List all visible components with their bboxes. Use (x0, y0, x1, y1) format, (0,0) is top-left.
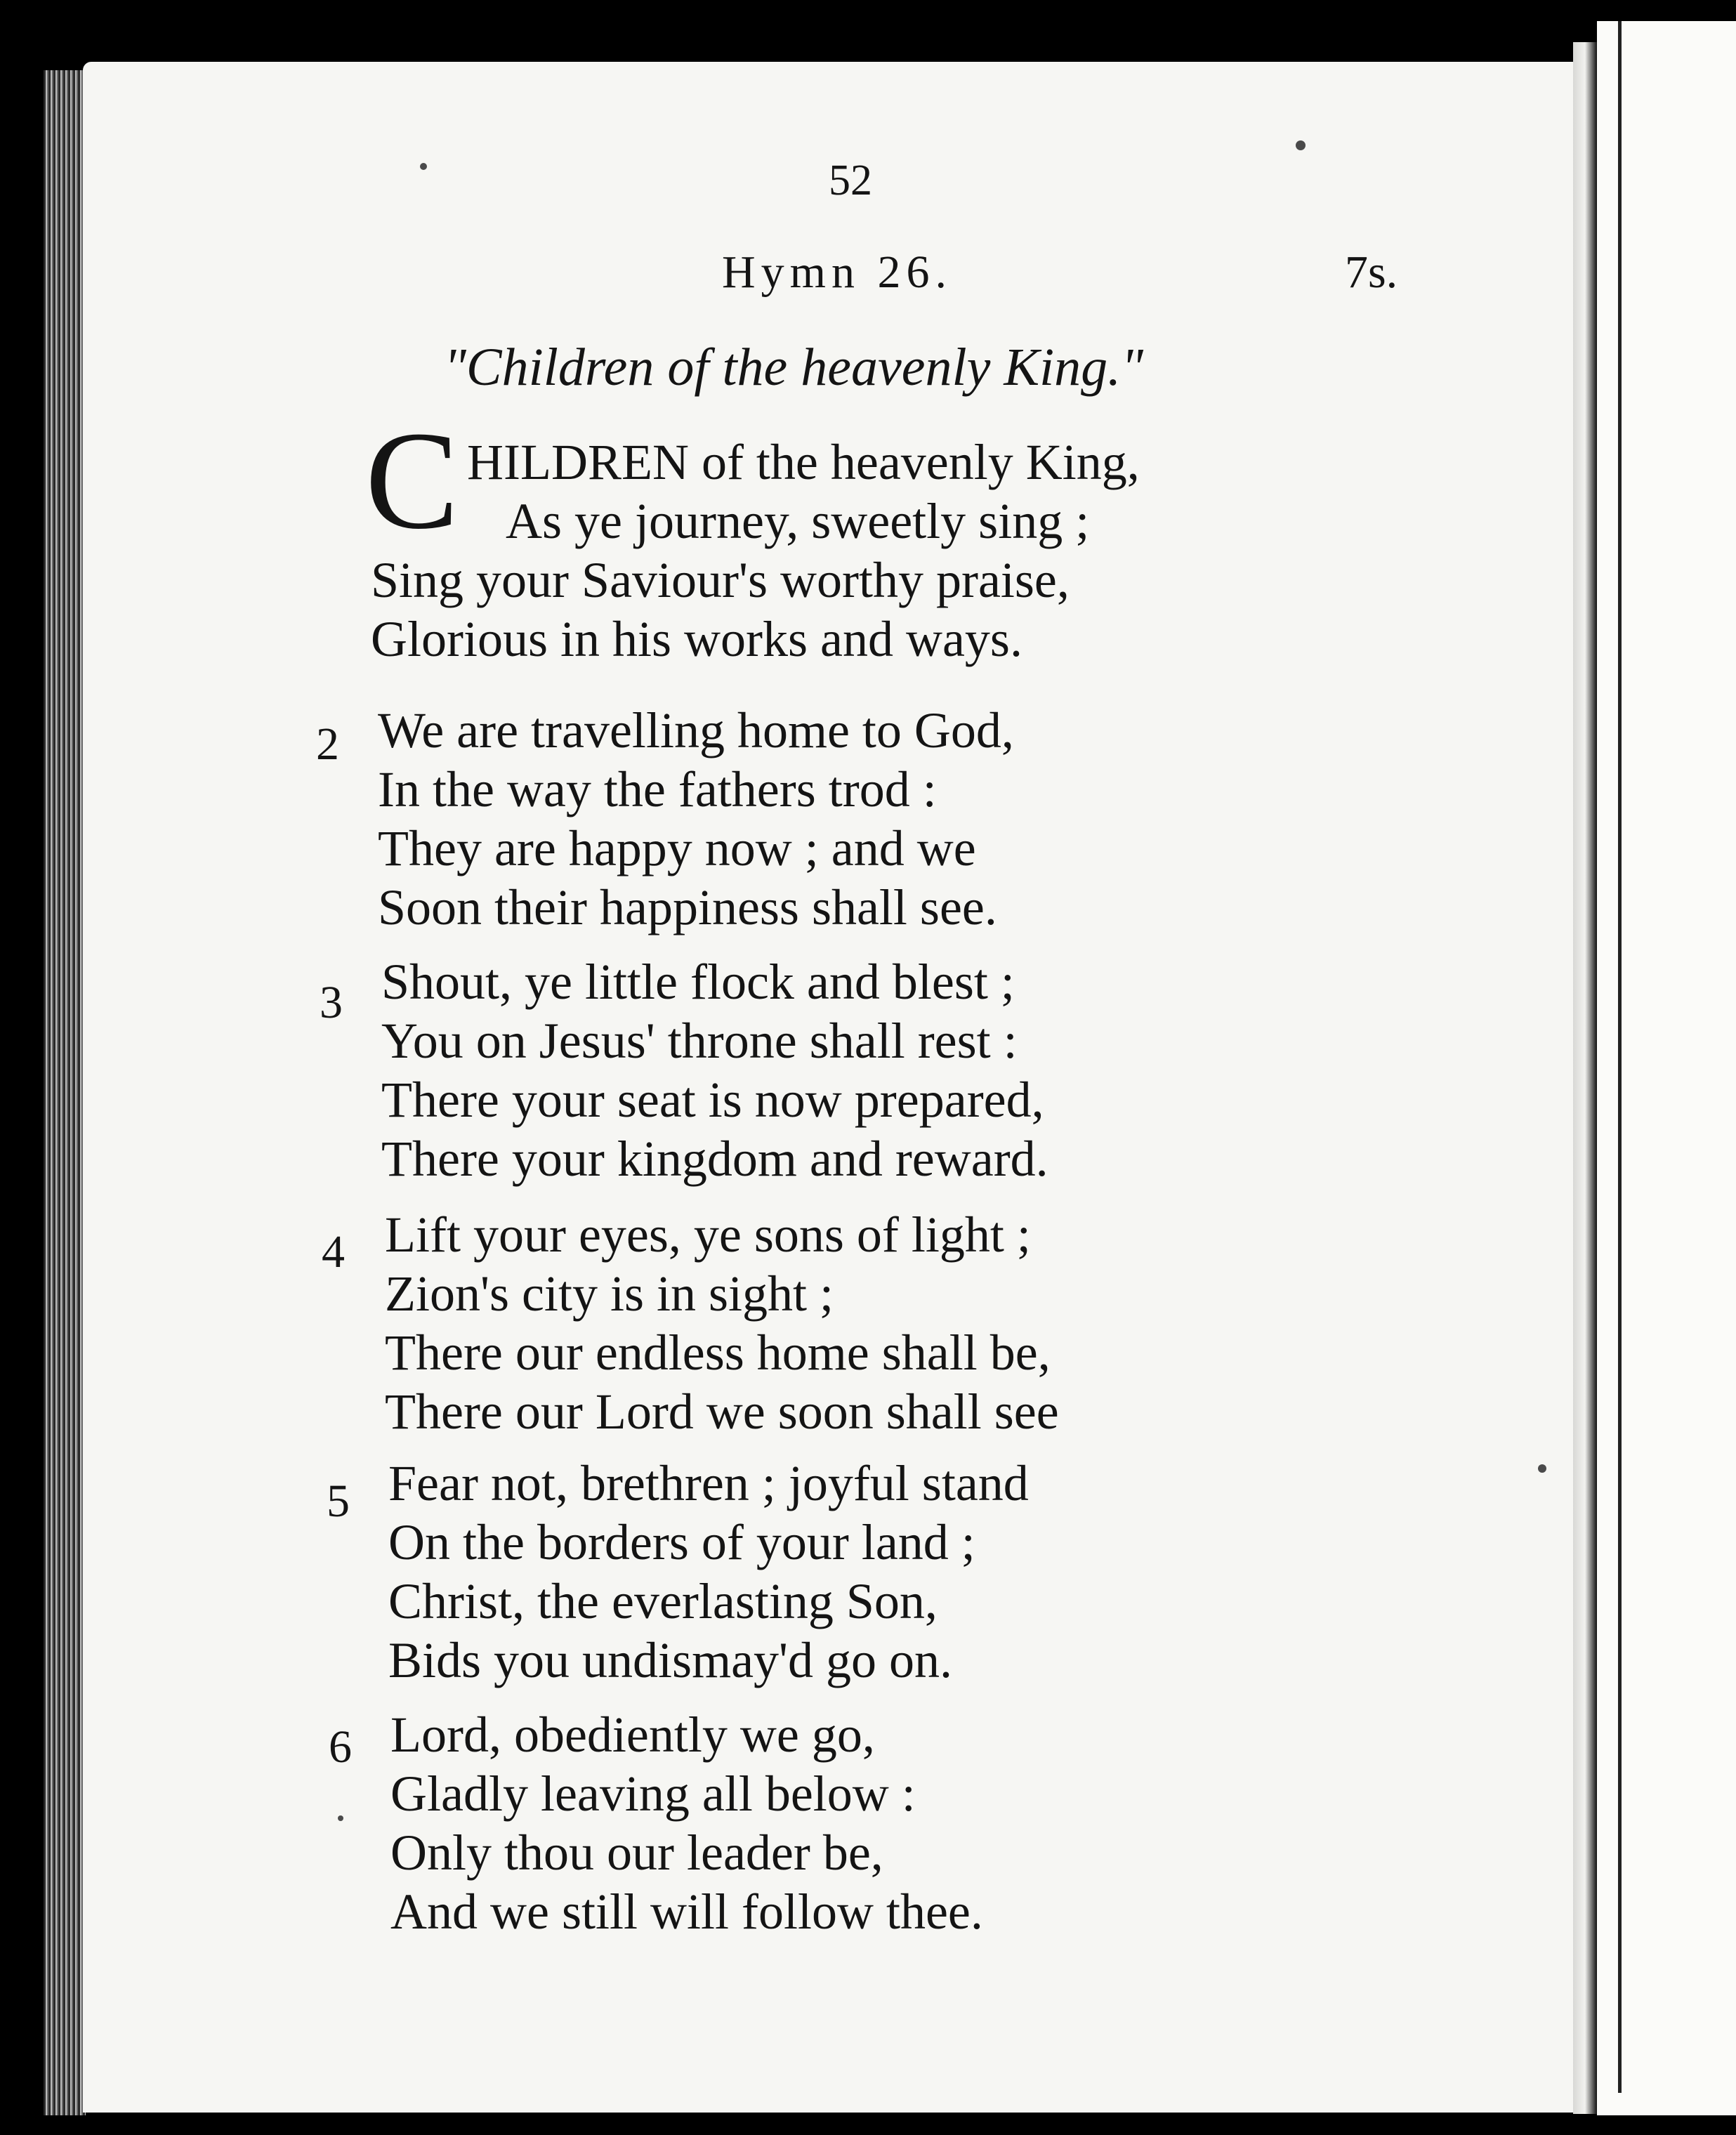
verse-number: 5 (327, 1476, 350, 1527)
verse-line: Sing your Saviour's worthy praise, (371, 552, 1070, 608)
verse-line: On the borders of your land ; (388, 1514, 975, 1570)
verse-line: Zion's city is in sight ; (385, 1266, 834, 1322)
verse-line: As ye journey, sweetly sing ; (506, 493, 1090, 549)
verse-line: Only thou our leader be, (390, 1825, 883, 1881)
verse-line: There your kingdom and reward. (381, 1131, 1048, 1187)
page-edge-stack (44, 70, 86, 2120)
book-gutter (1573, 42, 1597, 2114)
verse-line: Shout, ye little flock and blest ; (381, 954, 1015, 1010)
verse-line: In the way the fathers trod : (378, 761, 937, 817)
scan-bottom-border (0, 2115, 1736, 2135)
verse-line: Fear not, brethren ; joyful stand (388, 1455, 1029, 1511)
verse-line: They are happy now ; and we (378, 820, 976, 876)
verse-line: You on Jesus' throne shall rest : (381, 1013, 1018, 1069)
ink-speck (338, 1815, 343, 1821)
verse-line: Lift your eyes, ye sons of light ; (385, 1207, 1031, 1263)
verse-number: 3 (320, 977, 343, 1028)
verse-line: There our endless home shall be, (385, 1325, 1051, 1381)
verse-line: Soon their happiness shall see. (378, 879, 997, 935)
ink-speck (420, 163, 427, 170)
verse-number: 2 (316, 718, 339, 770)
verse-line: Bids you undismay'd go on. (388, 1632, 953, 1688)
verse-line: We are travelling home to God, (378, 702, 1014, 758)
verse-line: There our Lord we soon shall see (385, 1384, 1059, 1440)
verse-line: Glorious in his works and ways. (371, 611, 1022, 667)
hymn-subtitle: "Children of the heavenly King." (444, 338, 1144, 397)
page-number: 52 (829, 157, 872, 204)
hymn-title: Hymn 26. (722, 247, 952, 298)
verse-number: 4 (322, 1226, 345, 1277)
hymn-meter: 7s. (1345, 247, 1398, 298)
verse-line: Christ, the everlasting Son, (388, 1573, 938, 1629)
ink-speck (1538, 1464, 1546, 1473)
ink-speck (1296, 140, 1306, 150)
verse-line: There your seat is now prepared, (381, 1072, 1044, 1128)
verse-number: 6 (329, 1721, 352, 1773)
verse-line: Gladly leaving all below : (390, 1766, 916, 1822)
verse-line: And we still will follow thee. (390, 1884, 983, 1940)
right-page-rule (1618, 21, 1622, 2093)
verse-line: HILDREN of the heavenly King, (467, 434, 1140, 490)
drop-cap: C (365, 403, 459, 558)
verse-line: Lord, obediently we go, (390, 1707, 875, 1763)
